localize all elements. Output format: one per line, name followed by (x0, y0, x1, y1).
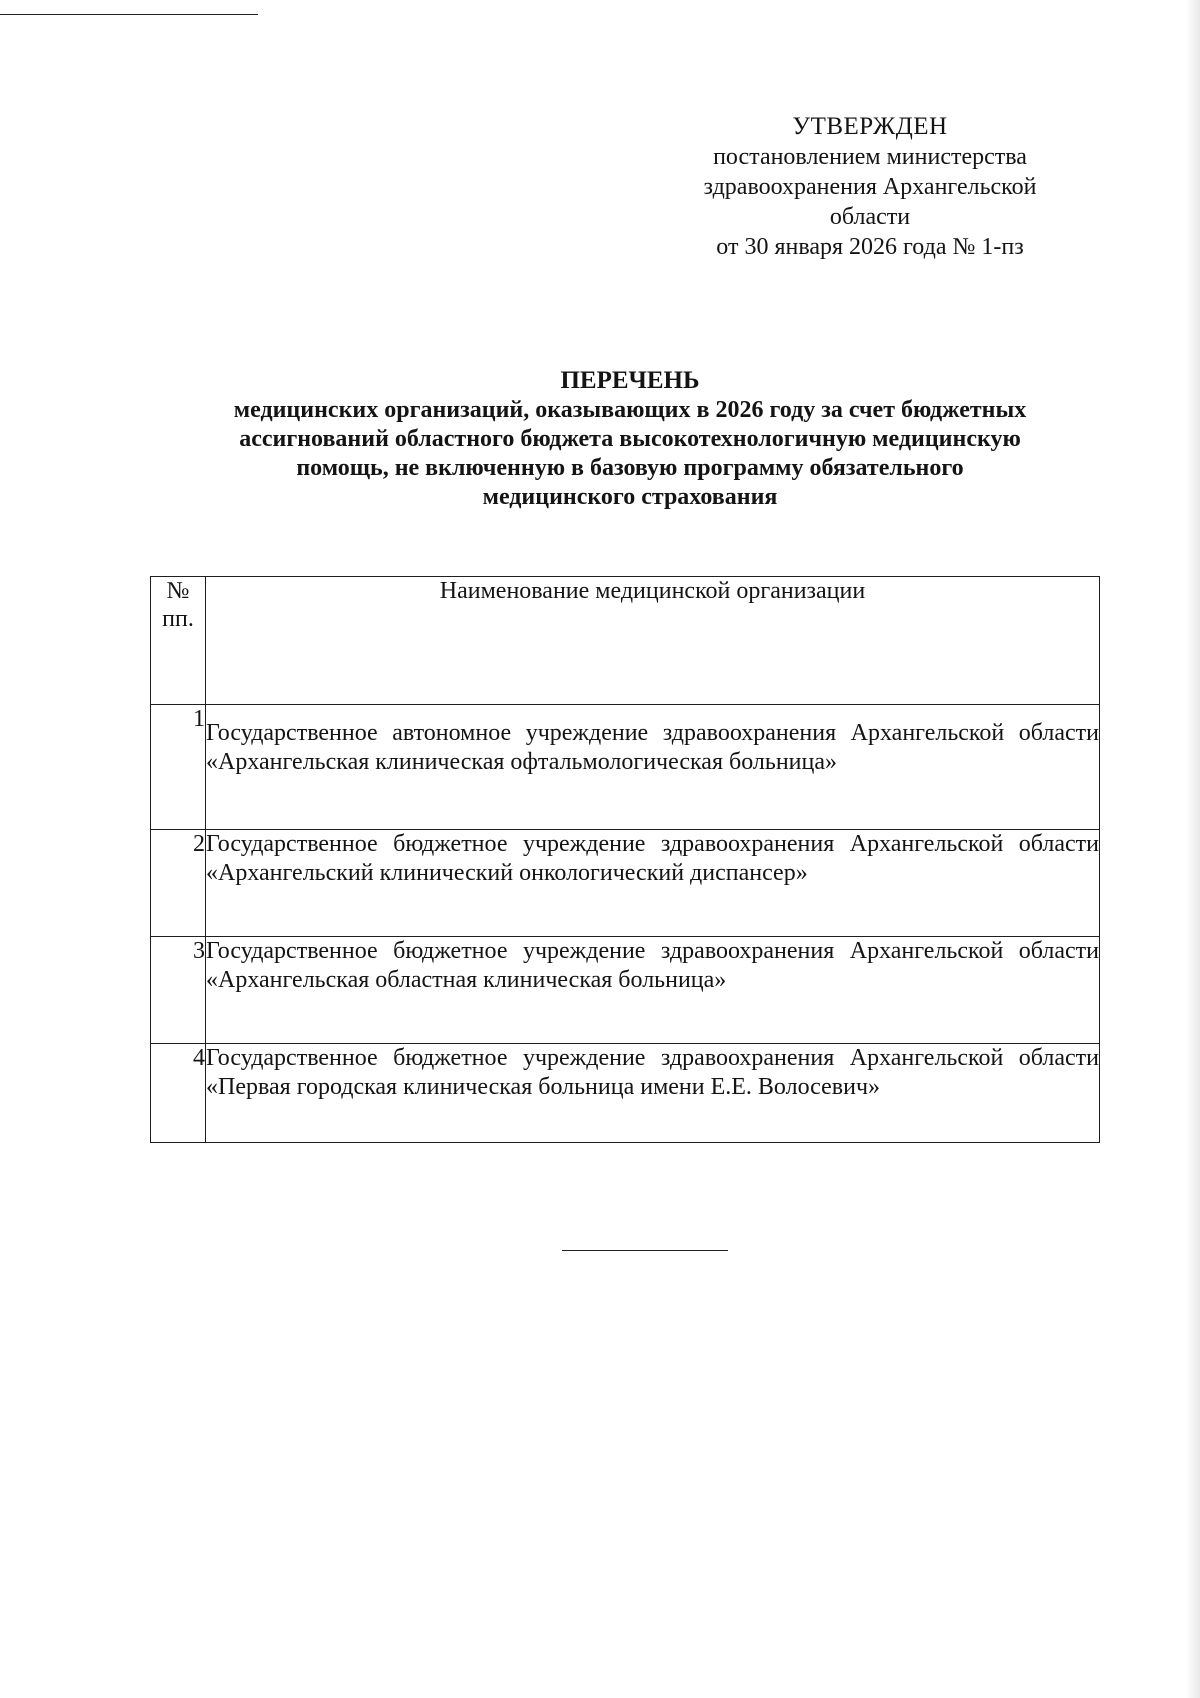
organization-name: Государственное бюджетное учреждение здравоохранения Архангельской области «Первая городская клиническая больница имени Е.Е. Волосевич» (206, 1044, 1100, 1143)
header-number-symbol: № (166, 578, 190, 604)
top-rule (0, 14, 258, 15)
approval-line: здравоохранения Архангельской (703, 174, 1037, 200)
row-number: 3 (151, 937, 206, 1044)
approval-stamp (660, 112, 1080, 262)
table-header-row (151, 577, 1100, 705)
approval-heading: УТВЕРЖДЕН (792, 113, 948, 140)
header-number-abbrev: пп. (162, 606, 194, 632)
document-subtitle-line: медицинского страхования (482, 484, 778, 510)
organization-name: Государственное бюджетное учреждение здравоохранения Архангельской области «Архангельская областная клиническая больница» (206, 937, 1100, 1044)
document-subtitle-line: ассигнований областного бюджета высокотехнологичную медицинскую (239, 426, 1021, 452)
row-number: 1 (151, 705, 206, 830)
closing-rule (562, 1250, 728, 1251)
document-title: ПЕРЕЧЕНЬ (560, 367, 700, 394)
approval-date-line: от 30 января 2026 года № 1-пз (716, 234, 1024, 260)
organization-name: Государственное автономное учреждение здравоохранения Архангельской области «Архангельская клиническая офтальмологическая больница» (206, 705, 1100, 830)
approval-line: области (829, 204, 911, 230)
document-subtitle-line: помощь, не включенную в базовую программу обязательного (296, 455, 964, 481)
table-row (151, 1044, 1100, 1143)
header-number-cell (151, 577, 206, 705)
document-subtitle-line: медицинских организаций, оказывающих в 2026 году за счет бюджетных (233, 397, 1027, 423)
row-number: 4 (151, 1044, 206, 1143)
row-number: 2 (151, 830, 206, 937)
header-name-cell: Наименование медицинской организации (206, 577, 1100, 705)
table-row (151, 705, 1100, 830)
scan-edge (1186, 0, 1200, 1698)
document-title-block (140, 366, 1120, 512)
organization-name: Государственное бюджетное учреждение здравоохранения Архангельской области «Архангельский клинический онкологический диспансер» (206, 830, 1100, 937)
table-row (151, 937, 1100, 1044)
table-row (151, 830, 1100, 937)
organizations-table (150, 576, 1100, 1143)
approval-line: постановлением министерства (713, 144, 1027, 170)
